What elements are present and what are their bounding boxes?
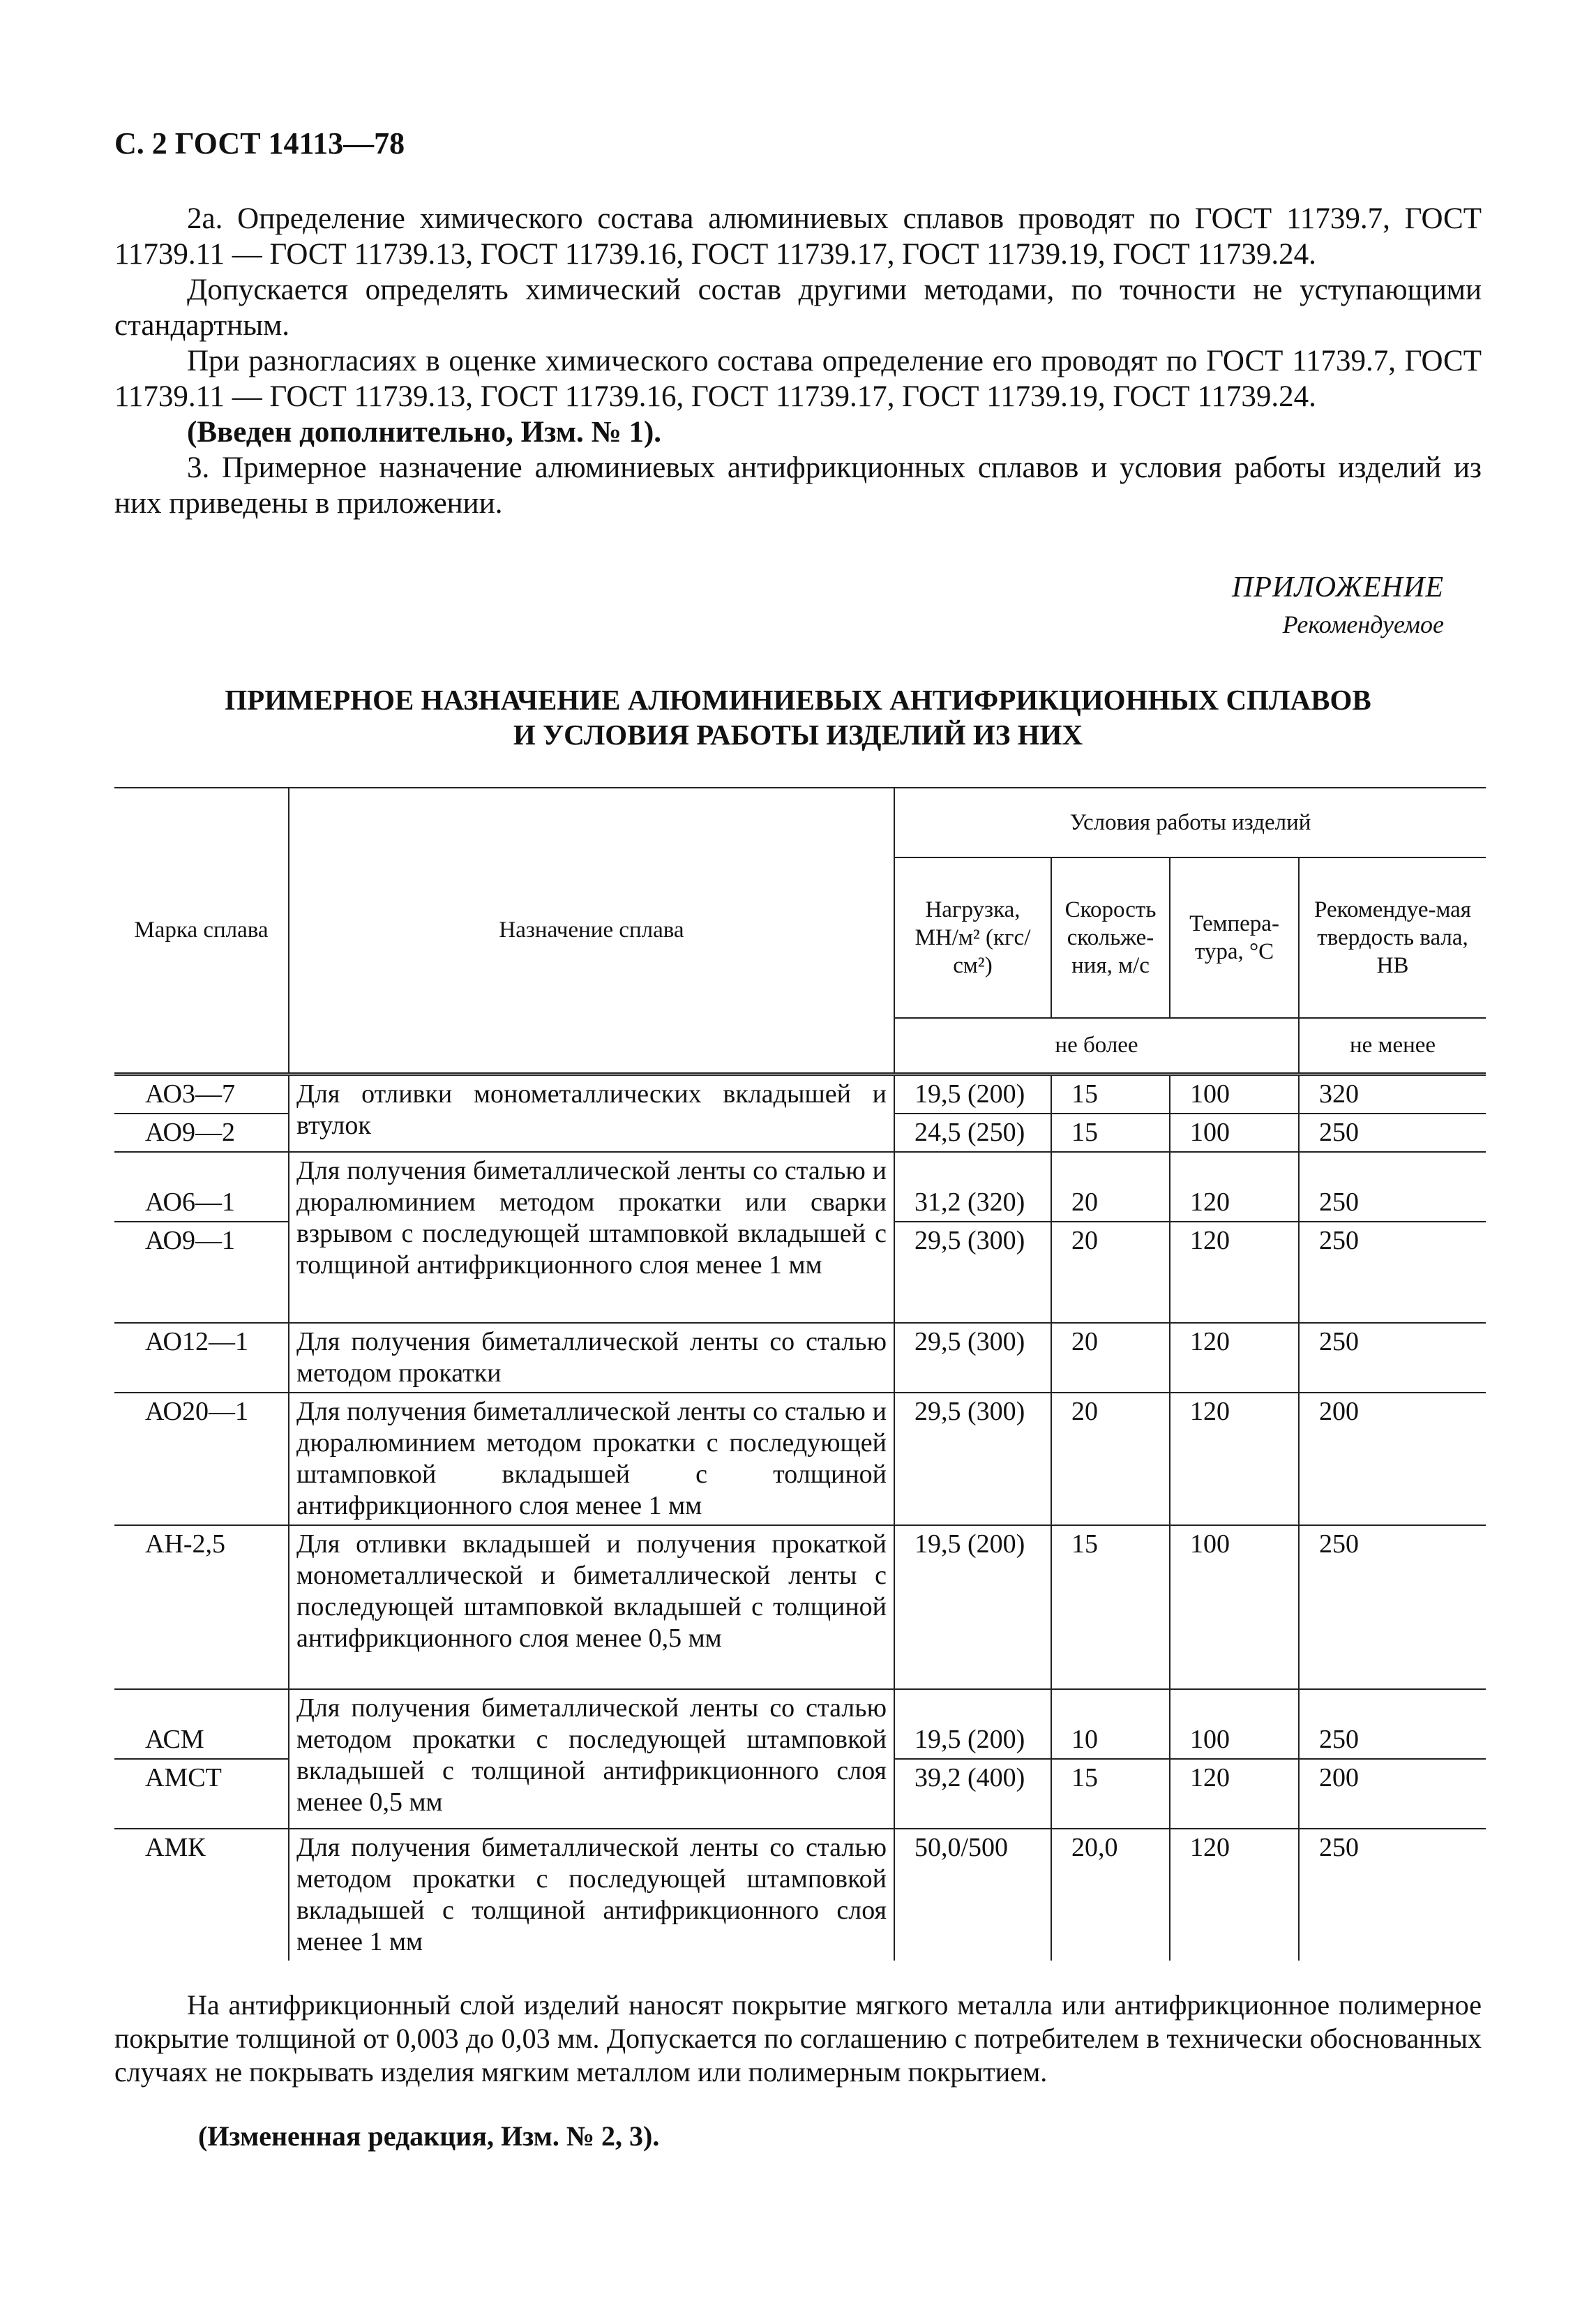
cell-mark: АМСТ (114, 1759, 289, 1829)
cell-hardness: 200 (1299, 1393, 1486, 1525)
closing-notes (114, 1988, 1482, 2153)
cell-temp: 120 (1170, 1222, 1299, 1323)
cell-load: 39,2 (400) (894, 1759, 1051, 1829)
cell-mark: АО9—2 (114, 1114, 289, 1152)
cell-temp: 120 (1170, 1829, 1299, 1961)
cell-purpose: Для получения биметаллической ленты со сталью методом прокатки с последующей штамповкой вкладышей с толщиной антифрикционного слоя менее 1 мм (289, 1829, 894, 1961)
appendix-heading (114, 682, 1482, 752)
cell-hardness: 250 (1299, 1525, 1486, 1689)
cell-temp: 100 (1170, 1689, 1299, 1759)
alloy-table-wrapper (114, 787, 1486, 1961)
cell-temp: 120 (1170, 1152, 1299, 1222)
appendix-label (1232, 571, 1444, 639)
cell-mark: АО6—1 (114, 1152, 289, 1222)
cell-speed: 15 (1051, 1759, 1170, 1829)
header-max-note: не более (894, 1018, 1299, 1074)
appendix-status: Рекомендуемое (1282, 610, 1444, 638)
cell-load: 19,5 (200) (894, 1525, 1051, 1689)
heading-line-2: И УСЛОВИЯ РАБОТЫ ИЗДЕЛИЙ ИЗ НИХ (513, 719, 1083, 751)
cell-hardness: 250 (1299, 1114, 1486, 1152)
cell-temp: 120 (1170, 1759, 1299, 1829)
alloy-table (114, 787, 1486, 1961)
cell-hardness: 250 (1299, 1689, 1486, 1759)
cell-purpose: Для получения биметаллической ленты со сталью и дюралюминием методом прокатки или сварки взрывом с последующей штамповкой вкладышей с толщиной антифрикционного слоя менее 1 мм (289, 1152, 894, 1323)
cell-speed: 20 (1051, 1152, 1170, 1222)
cell-load: 29,5 (300) (894, 1393, 1051, 1525)
cell-temp: 100 (1170, 1114, 1299, 1152)
cell-mark: АО9—1 (114, 1222, 289, 1323)
cell-hardness: 250 (1299, 1152, 1486, 1222)
cell-temp: 100 (1170, 1525, 1299, 1689)
cell-hardness: 200 (1299, 1759, 1486, 1829)
cell-speed: 15 (1051, 1074, 1170, 1114)
paragraph-3: 3. Примерное назначение алюминиевых антифрикционных сплавов и условия работы изделий из них приведены в приложении. (114, 451, 1482, 520)
cell-hardness: 250 (1299, 1829, 1486, 1961)
coating-note: На антифрикционный слой изделий наносят покрытие мягкого металла или антифрикционное полимерное покрытие толщиной от 0,003 до 0,03 мм. Допускается по соглашению с потребителем в технически обоснованных случаях не покрывать изделия мягким металлом или полимерным покрытием. (114, 1989, 1482, 2088)
amendment-note-1: (Введен дополнительно, Изм. № 1). (187, 416, 662, 449)
cell-temp: 120 (1170, 1393, 1299, 1525)
appendix-title: ПРИЛОЖЕНИЕ (1232, 571, 1444, 604)
cell-mark: АО12—1 (114, 1323, 289, 1393)
cell-hardness: 250 (1299, 1323, 1486, 1393)
paragraph-2a: 2а. Определение химического состава алюминиевых сплавов проводят по ГОСТ 11739.7, ГОСТ 11739.11 — ГОСТ 11739.13, ГОСТ 11739.16, ГОСТ 11739.17, ГОСТ 11739.19, ГОСТ 11739.24. (114, 202, 1482, 271)
cell-temp: 100 (1170, 1074, 1299, 1114)
cell-mark: АО3—7 (114, 1074, 289, 1114)
cell-purpose: Для отливки вкладышей и получения прокаткой монометаллической и биметаллической ленты с последующей штамповкой вкладышей с толщиной антифрикционного слоя менее 0,5 мм (289, 1525, 894, 1689)
cell-purpose: Для получения биметаллической ленты со сталью методом прокатки с последующей штамповкой вкладышей с толщиной антифрикционного слоя менее 0,5 мм (289, 1689, 894, 1829)
cell-load: 31,2 (320) (894, 1152, 1051, 1222)
amendment-note-2-3: (Измененная редакция, Изм. № 2, 3). (198, 2120, 660, 2152)
cell-load: 29,5 (300) (894, 1222, 1051, 1323)
cell-mark: АО20—1 (114, 1393, 289, 1525)
cell-speed: 20,0 (1051, 1829, 1170, 1961)
header-temp: Темпера-тура, °С (1170, 857, 1299, 1018)
cell-load: 19,5 (200) (894, 1074, 1051, 1114)
header-load: Нагрузка, МН/м² (кгс/см²) (894, 857, 1051, 1018)
cell-load: 29,5 (300) (894, 1323, 1051, 1393)
cell-speed: 20 (1051, 1323, 1170, 1393)
header-purpose: Назначение сплава (289, 788, 894, 1074)
body-text (114, 201, 1482, 521)
cell-speed: 10 (1051, 1689, 1170, 1759)
cell-hardness: 250 (1299, 1222, 1486, 1323)
cell-purpose: Для получения биметаллической ленты со сталью методом прокатки (289, 1323, 894, 1393)
cell-speed: 15 (1051, 1114, 1170, 1152)
cell-speed: 20 (1051, 1222, 1170, 1323)
cell-purpose: Для получения биметаллической ленты со сталью и дюралюминием методом прокатки с последующей штамповкой вкладышей с толщиной антифрикционного слоя менее 1 мм (289, 1393, 894, 1525)
cell-mark: АСМ (114, 1689, 289, 1759)
page-header: С. 2 ГОСТ 14113—78 (114, 126, 405, 160)
cell-mark: АН-2,5 (114, 1525, 289, 1689)
cell-speed: 20 (1051, 1393, 1170, 1525)
header-mark: Марка сплава (114, 788, 289, 1074)
heading-line-1: ПРИМЕРНОЕ НАЗНАЧЕНИЕ АЛЮМИНИЕВЫХ АНТИФРИКЦИОННЫХ СПЛАВОВ (225, 684, 1371, 716)
header-speed: Скорость скольже-ния, м/с (1051, 857, 1170, 1018)
header-hardness: Рекомендуе-мая твердость вала, НВ (1299, 857, 1486, 1018)
paragraph-disagreements: При разногласиях в оценке химического состава определение его проводят по ГОСТ 11739.7, ГОСТ 11739.11 — ГОСТ 11739.13, ГОСТ 11739.16, ГОСТ 11739.17, ГОСТ 11739.19, ГОСТ 11739.24. (114, 345, 1482, 413)
cell-load: 24,5 (250) (894, 1114, 1051, 1152)
cell-load: 19,5 (200) (894, 1689, 1051, 1759)
cell-purpose: Для отливки монометаллических вкладышей и втулок (289, 1074, 894, 1152)
cell-temp: 120 (1170, 1323, 1299, 1393)
header-min-note: не менее (1299, 1018, 1486, 1074)
cell-load: 50,0/500 (894, 1829, 1051, 1961)
cell-speed: 15 (1051, 1525, 1170, 1689)
alloy-table-body (114, 1074, 1486, 1961)
header-conditions: Условия работы изделий (894, 788, 1486, 857)
cell-mark: АМК (145, 1832, 206, 1862)
cell-hardness: 320 (1299, 1074, 1486, 1114)
paragraph-allowed-methods: Допускается определять химический состав другими методами, по точности не уступающими стандартным. (114, 274, 1482, 342)
